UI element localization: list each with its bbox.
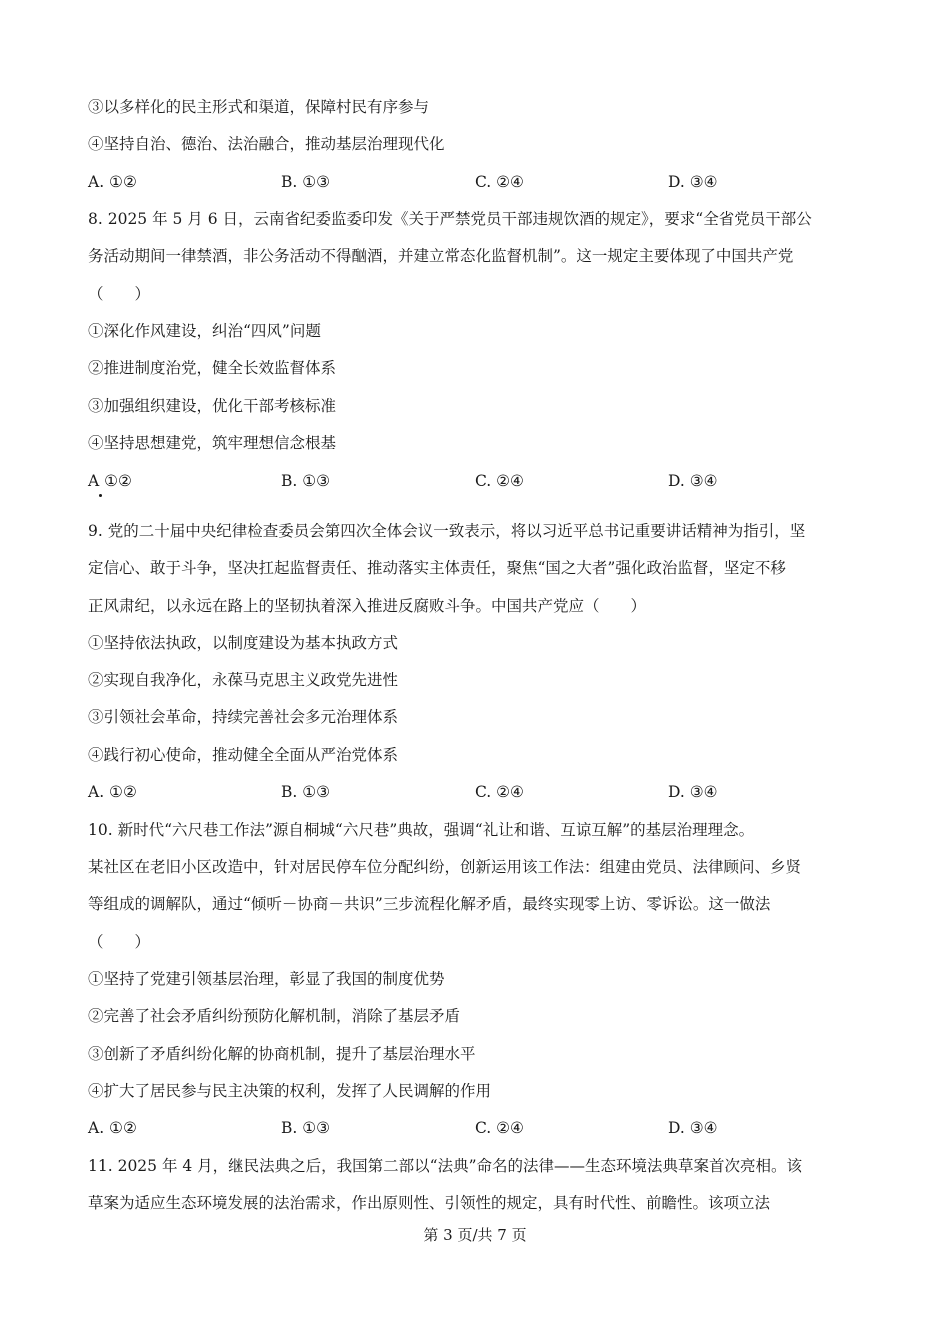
q10-stem-line-2: 某社区在老旧小区改造中，针对居民停车位分配纠纷，创新运用该工作法：组建由党员、法律顾问、乡贤 — [88, 858, 802, 876]
q9-option-d: D. ③④ — [668, 783, 718, 801]
q7-option-c: C. ②④ — [475, 173, 524, 191]
q10-option-c: C. ②④ — [475, 1119, 524, 1137]
q9-item-3: ③引领社会革命，持续完善社会多元治理体系 — [88, 708, 399, 726]
q10-item-3: ③创新了矛盾纠纷化解的协商机制，提升了基层治理水平 — [88, 1045, 476, 1063]
q8-stem-line-2: 务活动期间一律禁酒，非公务活动不得酗酒，并建立常态化监督机制”。这一规定主要体现了中国共产党 — [88, 247, 794, 265]
q10-option-a: A. ①② — [88, 1119, 137, 1137]
stray-dot-mark — [99, 494, 102, 497]
q10-stem-line-1: 10. 新时代“六尺巷工作法”源自桐城“六尺巷”典故，强调“礼让和谐、互谅互解”的基层治理理念。 — [88, 821, 755, 839]
q7-item-3: ③以多样化的民主形式和渠道，保障村民有序参与 — [88, 98, 430, 116]
q7-option-b: B. ①③ — [281, 173, 331, 191]
q9-option-a: A. ①② — [88, 783, 137, 801]
page-number-footer: 第 3 页/共 7 页 — [423, 1226, 527, 1244]
q10-option-d: D. ③④ — [668, 1119, 718, 1137]
q8-option-a: A ①② — [88, 472, 132, 490]
q8-option-c: C. ②④ — [475, 472, 524, 490]
q9-stem-line-3: 正风肃纪，以永远在路上的坚韧执着深入推进反腐败斗争。中国共产党应（ ） — [88, 597, 647, 615]
q10-item-4: ④扩大了居民参与民主决策的权利，发挥了人民调解的作用 — [88, 1082, 492, 1100]
q9-option-b: B. ①③ — [281, 783, 331, 801]
q8-option-d: D. ③④ — [668, 472, 718, 490]
q8-option-b: B. ①③ — [281, 472, 331, 490]
q9-stem-line-2: 定信心、敢于斗争，坚决扛起监督责任、推动落实主体责任，聚焦“国之大者”强化政治监督，坚定不移 — [88, 559, 786, 577]
q8-item-2: ②推进制度治党，健全长效监督体系 — [88, 359, 337, 377]
q9-item-4: ④践行初心使命，推动健全全面从严治党体系 — [88, 746, 399, 764]
q10-stem-line-3: 等组成的调解队，通过“倾听－协商－共识”三步流程化解矛盾，最终实现零上访、零诉讼。这一做法 — [88, 895, 771, 913]
q11-stem-line-1: 11. 2025 年 4 月，继民法典之后，我国第二部以“法典”命名的法律——生态环境法典草案首次亮相。该 — [88, 1157, 803, 1175]
q8-item-3: ③加强组织建设，优化干部考核标准 — [88, 397, 337, 415]
q9-item-1: ①坚持依法执政，以制度建设为基本执政方式 — [88, 634, 399, 652]
q7-option-d: D. ③④ — [668, 173, 718, 191]
q9-option-c: C. ②④ — [475, 783, 524, 801]
q10-option-b: B. ①③ — [281, 1119, 331, 1137]
q8-stem-line-3: （ ） — [88, 285, 151, 303]
q7-option-a: A. ①② — [88, 173, 137, 191]
q7-item-4: ④坚持自治、德治、法治融合，推动基层治理现代化 — [88, 135, 445, 153]
q9-stem-line-1: 9. 党的二十届中央纪律检查委员会第四次全体会议一致表示，将以习近平总书记重要讲话精神为指引，坚 — [88, 522, 806, 540]
q10-stem-line-4: （ ） — [88, 933, 151, 951]
q8-item-4: ④坚持思想建党，筑牢理想信念根基 — [88, 434, 337, 452]
q9-item-2: ②实现自我净化，永葆马克思主义政党先进性 — [88, 671, 399, 689]
q10-item-1: ①坚持了党建引领基层治理，彰显了我国的制度优势 — [88, 970, 445, 988]
q8-stem-line-1: 8. 2025 年 5 月 6 日，云南省纪委监委印发《关于严禁党员干部违规饮酒的规定》，要求“全省党员干部公 — [88, 210, 812, 228]
q8-item-1: ①深化作风建设，纠治“四风”问题 — [88, 322, 321, 340]
q10-item-2: ②完善了社会矛盾纠纷预防化解机制，消除了基层矛盾 — [88, 1007, 461, 1025]
q11-stem-line-2: 草案为适应生态环境发展的法治需求，作出原则性、引领性的规定，具有时代性、前瞻性。该项立法 — [88, 1194, 771, 1212]
